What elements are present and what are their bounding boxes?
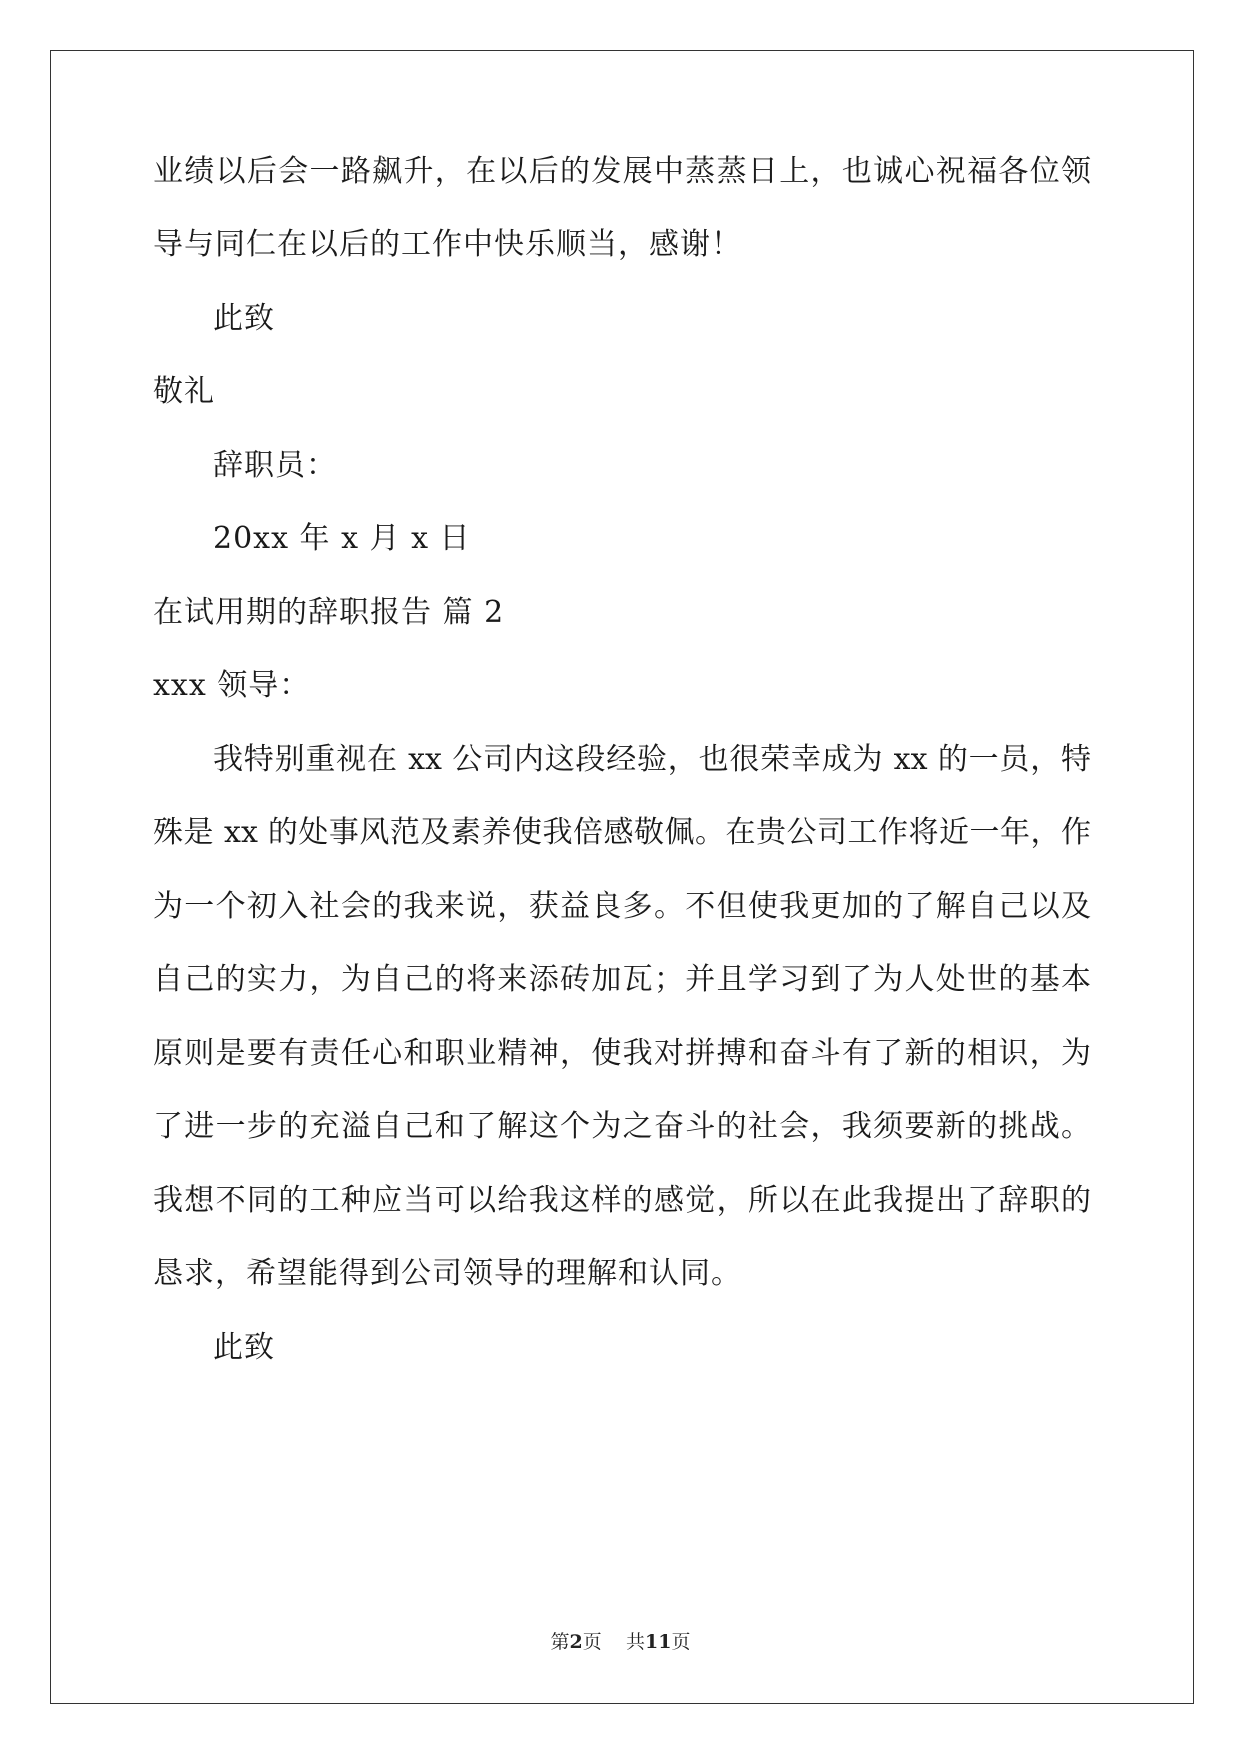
footer-total-unit: 页	[671, 1631, 691, 1653]
footer-page-current: 2	[569, 1631, 583, 1653]
body-line-10: 恳求，希望能得到公司领导的理解和认同。	[153, 1256, 742, 1291]
closing-salutation: 此致	[213, 301, 275, 336]
body-line-9: 我想不同的工种应当可以给我这样的感觉，所以在此我提出了辞职的	[153, 1183, 1091, 1218]
closing-salutation-2: 此致	[213, 1330, 275, 1365]
body-line-2: 导与同仁在以后的工作中快乐顺当，感谢！	[153, 227, 742, 262]
footer-total-prefix: 共	[625, 1631, 645, 1653]
footer-page-total: 11	[644, 1631, 672, 1653]
body-line-1: 业绩以后会一路飙升，在以后的发展中蒸蒸日上，也诚心祝福各位领	[153, 154, 1091, 189]
letter-greeting: xxx 领导：	[153, 668, 311, 703]
closing-regards: 敬礼	[153, 374, 215, 409]
footer-page-prefix: 第	[550, 1631, 570, 1653]
body-line-8: 了进一步的充溢自己和了解这个为之奋斗的社会，我须要新的挑战。	[153, 1109, 1091, 1144]
body-line-6: 自己的实力，为自己的将来添砖加瓦；并且学习到了为人处世的基本	[153, 962, 1091, 997]
section-heading: 在试用期的辞职报告 篇 2	[153, 595, 505, 630]
footer-page-unit: 页	[582, 1631, 602, 1653]
signature-date: 20xx 年 x 月 x 日	[213, 521, 471, 556]
signature-label: 辞职员：	[213, 448, 337, 483]
body-line-7: 原则是要有责任心和职业精神，使我对拼搏和奋斗有了新的相识，为	[153, 1036, 1091, 1071]
body-line-3: 我特别重视在 xx 公司内这段经验，也很荣幸成为 xx 的一员，特	[213, 742, 1091, 777]
body-line-5: 为一个初入社会的我来说，获益良多。不但使我更加的了解自己以及	[153, 889, 1091, 924]
page-footer	[0, 1630, 1241, 1654]
body-line-4: 殊是 xx 的处事风范及素养使我倍感敬佩。在贵公司工作将近一年，作	[153, 815, 1091, 850]
